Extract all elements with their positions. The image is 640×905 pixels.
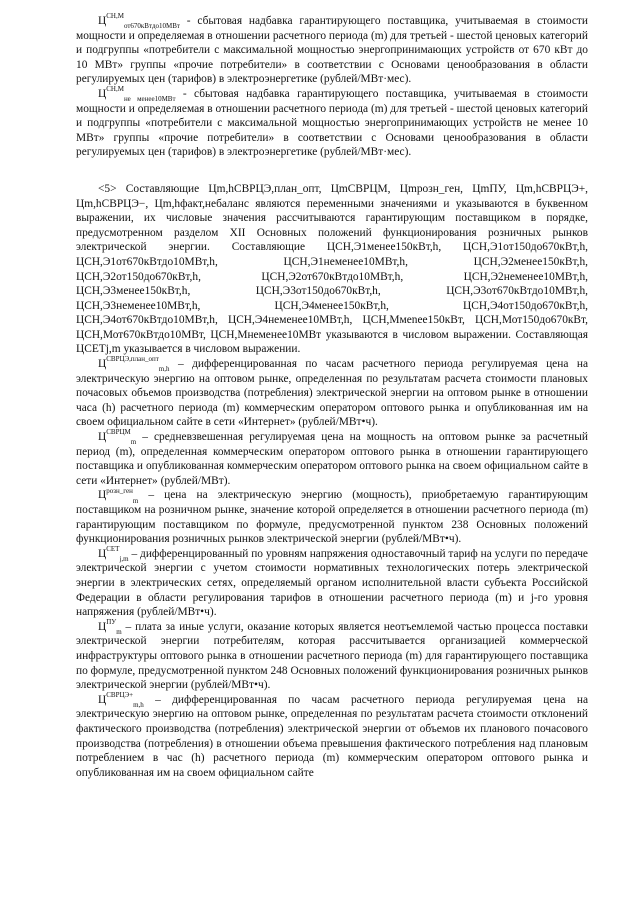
formula-symbol: $Ц^{СН,М}_{от670кВтдо10МВт}$ bbox=[98, 12, 180, 31]
formula-symbol: $Ц^{ПУ}_m$ bbox=[98, 617, 122, 637]
paragraph bbox=[76, 488, 588, 546]
paragraph bbox=[76, 182, 588, 357]
paragraph-text: - сбытовая надбавка гарантирующего поставщика, учитываемая в стоимости мощности и определяемая в отношении расчетного периода (m) для третьей - шестой ценовых категорий и подгруппы «потребители с максимальной мощностью энергопринимающих устройств не менее 10 МВт» группы «прочие потребители» в соответствии с Основами ценообразования в области регулируемых цен (тарифов) в электроэнергетике (рублей/МВт·мес). bbox=[76, 87, 588, 159]
paragraph bbox=[76, 357, 588, 430]
paragraph bbox=[76, 14, 588, 87]
paragraph-text: – дифференцированная по часам расчетного периода регулируемая цена на электрическую энергию на оптовом рынке, определенная по результатам расчета стоимости отклонений фактического производства (потребления) электрической энергии от объемов их планового почасового производства (потребления) в отношении объема превышения фактического потребления над плановым потреблением в час (h) расчетного периода (m) коммерческим оператором оптового рынка и опубликованная им на своем официальном сайте bbox=[76, 693, 588, 779]
formula-symbol: $Ц^{розн\_ген}_m$ bbox=[98, 486, 139, 505]
formula-symbol: $Ц^{СЕТ}_{j,m}$ bbox=[98, 544, 129, 564]
paragraph bbox=[76, 617, 588, 693]
formula-symbol: $Ц^{СВРЦМ}_m$ bbox=[98, 428, 137, 447]
paragraph-text: <5> Составляющие Цm,hСВРЦЭ,план_опт, ЦmСВРЦМ, Цmрозн_ген, ЦmПУ, Цm,hСВРЦЭ+, Цm,hСВРЦЭ−, Цm,hфакт,небаланс являются переменными значениями и указываются в буквенном выражении, их числовые значения рассчитываются гарантирующим поставщиком в порядке, предусмотренном разделом XII Основных положений функционирования розничных рынков электрической энергии. Составляющие ЦСН,Э1менее150кВт,h, ЦСН,Э1от150до670кВт,h, ЦСН,Э1от670кВтдо10МВт,h, ЦСН,Э1неменее10МВт,h, ЦСН,Э2менее150кВт,h, ЦСН,Э2от150до670кВт,h, ЦСН,Э2от670кВтдо10МВт,h, ЦСН,Э2неменее10МВт,h, ЦСН,Э3менее150кВт,h, ЦСН,Э3от150до670кВт,h, ЦСН,Э3от670кВтдо10МВт,h, ЦСН,Э3неменее10МВт,h, ЦСН,Э4менее150кВт,h, ЦСН,Э4от150до670кВт,h, ЦСН,Э4от670кВтдо10МВт,h, ЦСН,Э4неменее10МВт,h, ЦСН,Ммenee150кВт, ЦСН,Мот150до670кВт, ЦСН,Мот670кВтдо10МВт, ЦСН,Мнеменее10МВт указываются в числовом выражении. Составляющая ЦСЕТj,m указывается в числовом выражении. bbox=[76, 182, 588, 356]
paragraph bbox=[76, 430, 588, 488]
paragraph bbox=[76, 87, 588, 160]
paragraph-text: – средневзвешенная регулируемая цена на мощность на оптовом рынке за расчетный период (m), определенная коммерческим оператором оптового рынка в отношении гарантирующего поставщика и опубликованная коммерческим оператором оптового рынка на своем официальном сайте в сети «Интернет» (рублей/МВт). bbox=[76, 431, 588, 487]
formula-symbol: $Ц^{СН,М}_{не менее10МВт}$ bbox=[98, 85, 176, 104]
paragraph-text: - сбытовая надбавка гарантирующего поставщика, учитываемая в стоимости мощности и определяемая в отношении расчетного периода (m) для третьей - шестой ценовых категорий и подгруппы «потребители с максимальной мощностью энергопринимающих устройств от 670 кВт до 10 МВт» группы «прочие потребители» в соответствии с Основами ценообразования в области регулируемых цен (тарифов) в электроэнергетике (рублей/МВт·мес). bbox=[76, 15, 588, 86]
paragraph-text: – цена на электрическую энергию (мощность), приобретаемую гарантирующим поставщиком на розничном рынке, значение которой определяется в отношении расчетного периода (m) гарантирующим поставщиком по формуле, предусмотренной пунктом 238 Основных положений функционирования розничных рынков электрической энергии (рублей/МВт•ч). bbox=[76, 489, 588, 546]
paragraph bbox=[76, 544, 588, 620]
paragraph-gap bbox=[76, 160, 588, 182]
formula-symbol: $Ц^{СВРЦЭ,план\_опт}_{m,h}$ bbox=[98, 355, 170, 374]
formula-symbol: $Ц^{СВРЦЭ+}_{m,h}$ bbox=[98, 690, 144, 709]
paragraph-text: – плата за иные услуги, оказание которых является неотъемлемой частью процесса поставки электрической энергии потребителям, которая рассчитывается организацией коммерческой инфраструктуры оптового рынка в отношении расчетного периода (m) для гарантирующего поставщика по формуле, предусмотренной пунктом 248 Основных положений функционирования розничных рынков электрической энергии (рублей/МВт•ч). bbox=[76, 620, 588, 692]
paragraph bbox=[76, 690, 588, 781]
paragraph-text: – дифференцированная по часам расчетного периода регулируемая цена на электрическую энергию на оптовом рынке, определенная по результатам расчета стоимости плановых почасовых объемов производства (потребления) электрической энергии на оптовом рынке в отношении часа (h) расчетного периода (m) коммерческим оператором оптового рынка и опубликованная им на своем официальном сайте в сети «Интернет» (рублей/МВт•ч). bbox=[76, 358, 588, 429]
paragraph-text: – дифференцированный по уровням напряжения одноставочный тариф на услуги по передаче электрической энергии с учетом стоимости нормативных технологических потерь электрической энергии в электрических сетях, определяемый органом исполнительной власти субъекта Российской Федерации в области регулирования тарифов в отношении расчетного периода (m) и j-го уровня напряжения (рублей/МВт•ч). bbox=[76, 547, 588, 619]
